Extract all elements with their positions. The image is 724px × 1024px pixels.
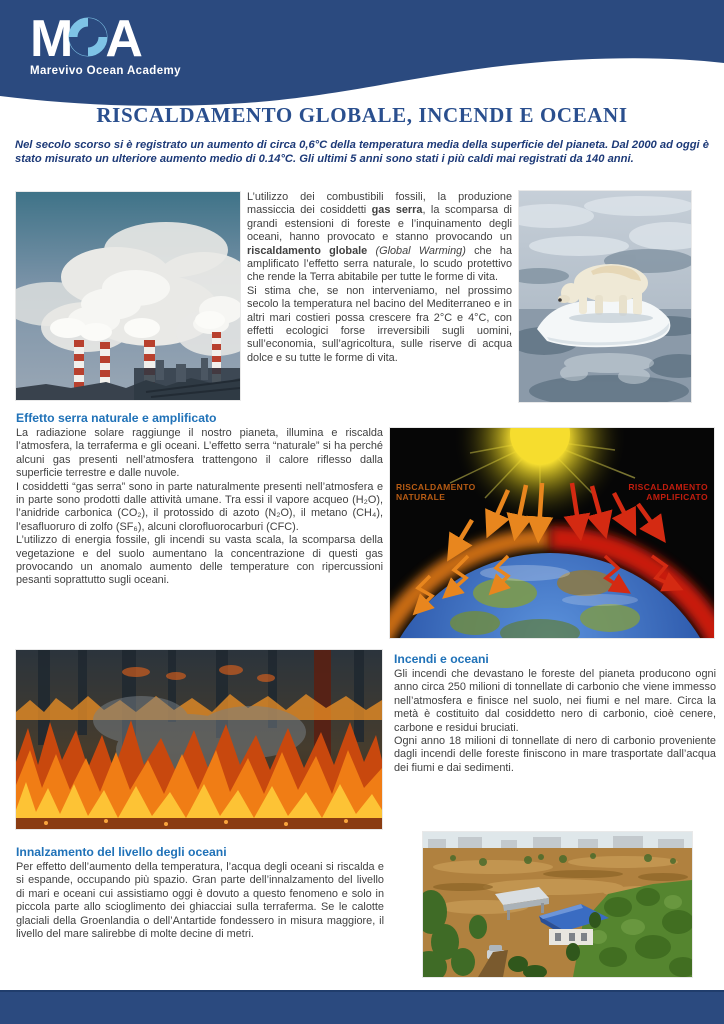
diagram-label-amplified-line1: RISCALDAMENTO xyxy=(628,482,708,492)
global-warming-text-column xyxy=(247,191,512,365)
sea-level-section-heading: Innalzamento del livello degli oceani xyxy=(16,845,227,859)
logo-subtitle: Marevivo Ocean Academy xyxy=(30,65,181,77)
polar-bear-photo xyxy=(519,191,691,402)
greenhouse-diagram xyxy=(390,428,714,638)
moa-logo xyxy=(30,9,181,77)
page-title: RISCALDAMENTO GLOBALE, INCENDI E OCEANI xyxy=(96,103,628,127)
logo-letter-a: A xyxy=(105,9,141,68)
flood-photo xyxy=(423,832,692,977)
gw-text-4: che ha amplificato l’effetto serra naturale, lo scudo protettivo che rende la Terra abitabile per tutte le forme di vita. xyxy=(247,244,512,284)
greenhouse-paragraph-2: I cosiddetti “gas serra” sono in parte naturalmente presenti nell’atmosfera e in parte sono prodotti dalle attività umane. Tra essi il vapore acqueo (H₂O), l’anidride carbonica (CO₂), il protossido di azoto (N₂O), il metano (CH₄), l’esafluoruro di zolfo (SF₆), alcuni clorofluorocarburi (CFC). xyxy=(16,480,383,533)
diagram-label-amplified-line2: AMPLIFICATO xyxy=(646,492,708,502)
sea-level-text-column xyxy=(16,861,384,941)
polar-bear-illustration xyxy=(519,191,691,402)
gw-text-2: , la scomparsa di grandi estensioni di foreste e l’inquinamento degli oceani, hanno provocato e stanno provocando un xyxy=(247,204,512,244)
diagram-label-natural-line1: RISCALDAMENTO xyxy=(396,482,476,492)
gw-text-1: L’utilizzo dei combustibili fossili, la produzione massiccia dei cosiddetti xyxy=(247,191,512,217)
greenhouse-diagram-illustration xyxy=(390,428,714,638)
sea-level-paragraph: Per effetto dell’aumento della temperatura, l’acqua degli oceani si riscalda e si espande, occupando più spazio. Gran parte dell’innalzamento del livello di mari e oceani cui assistiamo oggi è dovuto a questo fenomeno e solo in piccola parte allo scioglimento dei ghiacciai sulla terraferma. Se le calotte glaciali della Groenlandia o dell’Antartide fondessero in misura maggiore, il livello del mare salirebbe di molte decine di metri. xyxy=(16,861,384,941)
factory-emissions-illustration xyxy=(16,192,240,400)
fires-text-column xyxy=(394,668,716,775)
greenhouse-paragraph-3: L’utilizzo di energia fossile, gli incendi su vasta scala, la scomparsa della vegetazione e del suolo aumentano la concentrazione di questi gas provocando un anomalo aumento delle temperature con ripercussioni pesanti soprattutto sugli oceani. xyxy=(16,534,383,587)
factory-emissions-photo xyxy=(16,192,240,400)
global-warming-paragraph-2: Si stima che, se non interveniamo, nel prossimo secolo la temperatura nel bacino del Mediterraneo e in altri mari costieri possa crescere fra 2°C e 4°C, con effetti ecologici forse irreversibili sugli uomini, sull’economia, sull’agricoltura, sulle riserve di acqua dolce e su tutte le forme di vita. xyxy=(247,284,512,364)
greenhouse-text-column xyxy=(16,427,383,588)
diagram-label-natural-line2: NATURALE xyxy=(396,492,446,502)
greenhouse-section-heading: Effetto serra naturale e amplificato xyxy=(16,411,217,425)
forest-fire-photo xyxy=(16,650,382,829)
greenhouse-paragraph-1: La radiazione solare raggiunge il nostro pianeta, illumina e riscalda l’atmosfera, la terraferma e gli oceani. L’effetto serra “naturale” si ha perché alcuni gas presenti nell’atmosfera trattengono il calore riflesso dalla superficie terrestre e dalle nuvole. xyxy=(16,427,383,480)
intro-paragraph: Nel secolo scorso si è registrato un aumento di circa 0,6°C della temperatura media della superficie del pianeta. Dal 2000 ad oggi è stato misurato un ulteriore aumento medio di 0.14°C. Gli ultimi 5 anni sono stati i più caldi mai registrati da 140 anni. xyxy=(15,139,709,165)
flood-illustration xyxy=(423,832,692,977)
fires-paragraph-2: Ogni anno 18 milioni di tonnellate di nero di carbonio proveniente dagli incendi delle foreste finiscono in mare trasportate dall’acqua dei fiumi e dai sedimenti. xyxy=(394,735,716,774)
footer-band xyxy=(0,990,724,1024)
gw-italic-global-warming: (Global Warming) xyxy=(375,244,466,257)
moa-logo-letters xyxy=(30,9,181,68)
forest-fire-illustration xyxy=(16,650,382,829)
fires-paragraph-1: Gli incendi che devastano le foreste del pianeta producono ogni anno circa 250 milioni di tonnellate di carbonio che viene immesso nell’atmosfera e finisce nel suolo, nei fiumi e nel mare. Circa la metà è costituito dal cosiddetto nero di carbonio, cioè cenere, carbone e residui bruciati. xyxy=(394,668,716,734)
logo-letter-m: M xyxy=(30,9,72,68)
gw-bold-gas-serra: gas serra xyxy=(371,204,423,217)
fires-section-heading: Incendi e oceani xyxy=(394,652,489,666)
moa-o-swirl-icon xyxy=(67,16,109,58)
global-warming-paragraph-1 xyxy=(247,191,512,285)
gw-bold-riscaldamento-globale: riscaldamento globale xyxy=(247,244,368,257)
